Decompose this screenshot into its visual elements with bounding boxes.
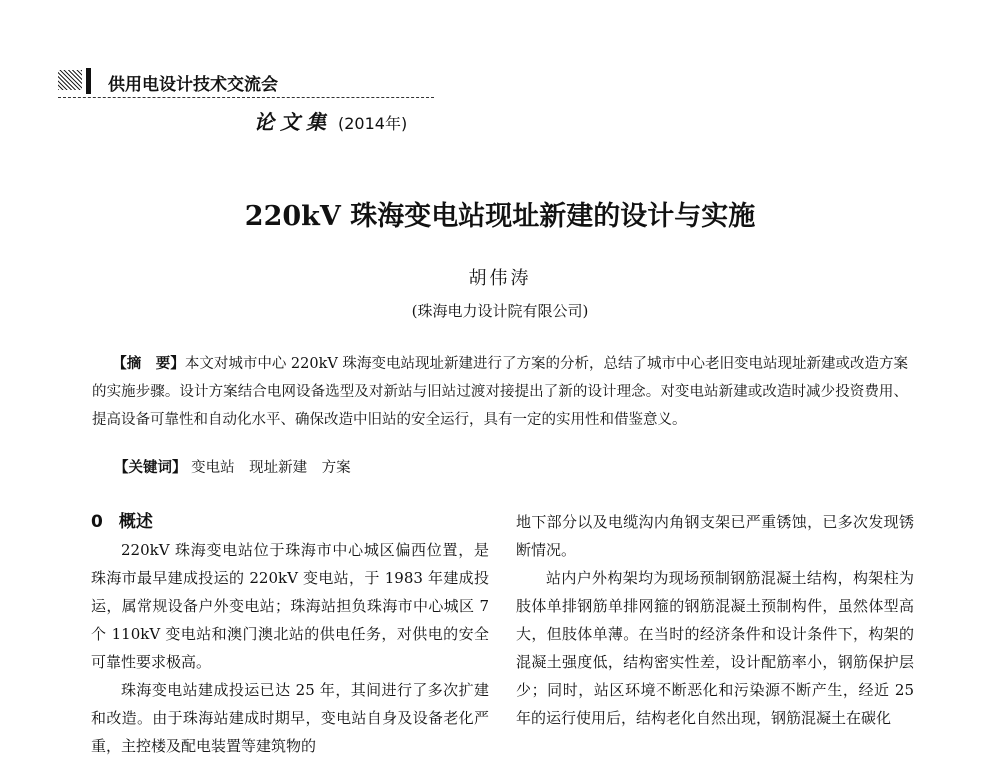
collection-line — [254, 106, 407, 135]
conference-name: 供用电设计技术交流会 — [108, 75, 278, 95]
abstract-text: 本文对城市中心 220kV 珠海变电站现址新建进行了方案的分析，总结了城市中心老旧变电站现址新建或改造方案的实施步骤。设计方案结合电网设备选型及对新站与旧站过渡对接提出了新的设计理念。对变电站新建或改造时减少投资费用、提高设备可靠性和自动化水平、确保改造中旧站的安全运行，具有一定的实用性和借鉴意义。 — [92, 356, 909, 428]
keywords-label: 【关键词】 — [114, 460, 187, 476]
abstract-label: 【摘 要】 — [112, 356, 185, 372]
left-column — [91, 508, 489, 760]
paper-affiliation: (珠海电力设计院有限公司) — [411, 302, 589, 320]
keywords-block — [114, 456, 914, 477]
body-paragraph: 站内户外构架均为现场预制钢筋混凝土结构，构架柱为肢体单排钢筋单排网箍的钢筋混凝土预制构件，虽然体型高大，但肢体单薄。在当时的经济条件和设计条件下，构架的混凝土强度低，结构密实性差，设计配筋率小，钢筋保护层少；同时，站区环境不断恶化和污染源不断产生，经近 25 年的运行使用后，结构老化自然出现，钢筋混凝土在碳化 — [516, 569, 914, 727]
collection-year: (2014年) — [338, 114, 408, 133]
paper-title: 220kV 珠海变电站现址新建的设计与实施 — [244, 201, 756, 232]
body-paragraph: 220kV 珠海变电站位于珠海市中心城区偏西位置，是珠海市最早建成投运的 220kV 变电站，于 1983 年建成投运，属常规设备户外变电站；珠海站担负珠海市中心城区 7 个 110kV 变电站和澳门澳北站的供电任务，对供电的安全可靠性要求极高。 — [91, 541, 489, 671]
section-title: 概述 — [118, 512, 153, 532]
running-header — [58, 66, 438, 134]
body-paragraph: 地下部分以及电缆沟内角钢支架已严重锈蚀，已多次发现锈断情况。 — [516, 513, 914, 559]
section-number: 0 — [91, 512, 103, 532]
collection-name: 论文集 — [254, 110, 332, 134]
section-heading — [91, 508, 489, 536]
abstract-block — [92, 350, 908, 434]
header-bar-mark — [86, 68, 91, 94]
header-hatch-mark — [58, 70, 82, 90]
keywords-items: 变电站 现址新建 方案 — [191, 460, 351, 476]
paper-author: 胡伟涛 — [468, 268, 532, 289]
body-paragraph: 珠海变电站建成投运已达 25 年，其间进行了多次扩建和改造。由于珠海站建成时期早，变电站自身及设备老化严重，主控楼及配电装置等建筑物的 — [91, 681, 489, 755]
header-dashed-rule — [58, 97, 434, 98]
right-column — [516, 508, 914, 732]
